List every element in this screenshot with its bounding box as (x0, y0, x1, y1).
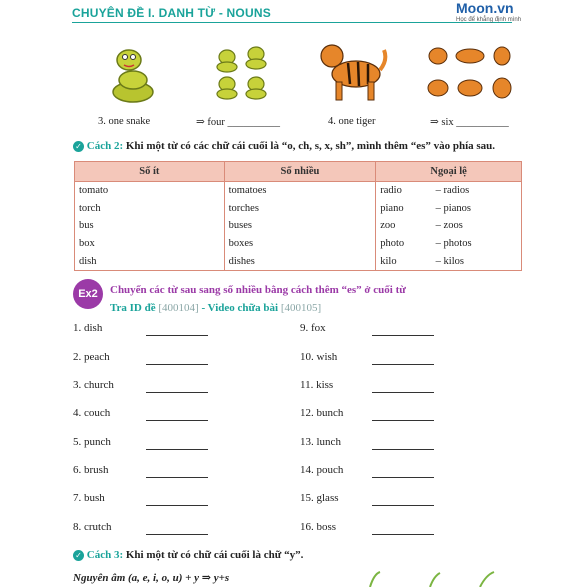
rule-2-label: Cách 2: (86, 140, 124, 152)
table-row (75, 217, 522, 235)
answer-blank[interactable] (146, 476, 208, 478)
exercise-item (73, 351, 110, 363)
six-tigers-icon (426, 42, 514, 104)
picture-caption-six: ⇒ six __________ (430, 117, 509, 128)
exercise-word: 12. bunch (300, 407, 344, 419)
tra-id-label: Tra ID đề (110, 302, 156, 314)
exercise-word: 14. pouch (300, 464, 344, 476)
exercise-item (300, 436, 341, 448)
rule-2-text: Khi một từ có các chữ cái cuối là “o, ch, s, x, sh”, mình thêm “es” vào phía sau. (125, 140, 496, 152)
exercise-word: 7. bush (73, 492, 105, 504)
table-row (75, 200, 522, 218)
answer-blank[interactable] (146, 391, 208, 393)
exercise-word: 3. church (73, 379, 114, 391)
cell: torch (75, 200, 225, 218)
exercise-word: 4. couch (73, 407, 111, 419)
check-icon: ✓ (73, 141, 84, 152)
cell: torches (224, 200, 376, 218)
leaf-decoration-icon (360, 570, 520, 587)
cell: tomatoes (224, 182, 376, 200)
exercise-word: 5. punch (73, 436, 111, 448)
cell: buses (224, 217, 376, 235)
cell: dishes (224, 252, 376, 270)
cell: – photos (432, 235, 522, 253)
exercise-badge: Ex2 (73, 279, 103, 309)
answer-blank[interactable] (146, 419, 208, 421)
cell: photo (376, 235, 432, 253)
rule-2 (73, 140, 495, 152)
tiger-icon (318, 40, 388, 104)
rule-3-label: Cách 3: (86, 549, 124, 561)
exercise-word: 1. dish (73, 322, 103, 334)
exercise-item (73, 407, 110, 419)
check-icon: ✓ (73, 550, 84, 561)
cell: piano (376, 200, 432, 218)
cell: radio (376, 182, 432, 200)
answer-blank[interactable] (372, 363, 434, 365)
exercise-item (73, 322, 102, 334)
exercise-item (300, 379, 333, 391)
cell: box (75, 235, 225, 253)
exercise-item (300, 351, 337, 363)
answer-blank[interactable] (146, 363, 208, 365)
exercise-word: 16. boss (300, 521, 337, 533)
exercise-item (73, 436, 111, 448)
chapter-title: CHUYÊN ĐỀ I. DANH TỪ - NOUNS (72, 6, 271, 20)
exercise-links (110, 302, 321, 314)
video-label: - Video chữa bài (201, 302, 279, 314)
header-divider (72, 22, 512, 23)
exercise-title: Chuyển các từ sau sang số nhiều bằng cách thêm “es” ở cuối từ (110, 284, 406, 296)
exercise-word: 11. kiss (300, 379, 334, 391)
picture-caption-snake: 3. one snake (98, 116, 151, 127)
cell: – kilos (432, 252, 522, 270)
cell: kilo (376, 252, 432, 270)
moon-logo: Moon.vn (456, 0, 514, 16)
cell: – pianos (432, 200, 522, 218)
table-header-row (75, 162, 522, 182)
logo-tagline: Học để khẳng định mình (456, 17, 522, 23)
answer-blank[interactable] (372, 504, 434, 506)
answer-blank[interactable] (372, 533, 434, 535)
exercise-item (73, 521, 111, 533)
rule-3 (73, 549, 303, 561)
table-row (75, 235, 522, 253)
picture-caption-four: ⇒ four __________ (196, 117, 281, 128)
exercise-word: 6. brush (73, 464, 109, 476)
answer-blank[interactable] (146, 504, 208, 506)
answer-blank[interactable] (372, 476, 434, 478)
answer-blank[interactable] (372, 419, 434, 421)
exercise-word: 2. peach (73, 351, 110, 363)
header-singular: Số ít (75, 162, 225, 182)
cell: boxes (224, 235, 376, 253)
exercise-word: 15. glass (300, 492, 339, 504)
answer-blank[interactable] (372, 391, 434, 393)
header-plural: Số nhiều (224, 162, 376, 182)
cell: zoo (376, 217, 432, 235)
exam-id-link[interactable]: [400104] (158, 302, 199, 314)
exercise-word: 10. wish (300, 351, 338, 363)
exercise-item (73, 379, 114, 391)
exercise-item (300, 407, 343, 419)
exercise-item (73, 492, 105, 504)
exercise-word: 9. fox (300, 322, 326, 334)
table-row (75, 182, 522, 200)
answer-blank[interactable] (372, 334, 434, 336)
header-exceptions: Ngoại lệ (376, 162, 522, 182)
exercise-item (73, 464, 108, 476)
answer-blank[interactable] (146, 334, 208, 336)
exercise-item (300, 464, 343, 476)
table-row (75, 252, 522, 270)
video-id-link[interactable]: [400105] (280, 302, 322, 314)
four-snakes-icon (214, 42, 272, 104)
exercise-word: 8. crutch (73, 521, 112, 533)
cell: dish (75, 252, 225, 270)
cell: – zoos (432, 217, 522, 235)
cell: tomato (75, 182, 225, 200)
vowel-rule: Nguyên âm (a, e, i, o, u) + y ⇒ y+s (73, 572, 230, 584)
plural-table (74, 161, 522, 271)
exercise-item (300, 521, 336, 533)
exercise-item (300, 322, 326, 334)
cell: bus (75, 217, 225, 235)
snake-icon (105, 44, 160, 106)
rule-3-text: Khi một từ có chữ cái cuối là chữ “y”. (125, 549, 304, 561)
answer-blank[interactable] (146, 448, 208, 450)
cell: – radios (432, 182, 522, 200)
answer-blank[interactable] (372, 448, 434, 450)
exercise-word: 13. lunch (300, 436, 341, 448)
answer-blank[interactable] (146, 533, 208, 535)
picture-caption-tiger: 4. one tiger (328, 116, 376, 127)
exercise-item (300, 492, 339, 504)
